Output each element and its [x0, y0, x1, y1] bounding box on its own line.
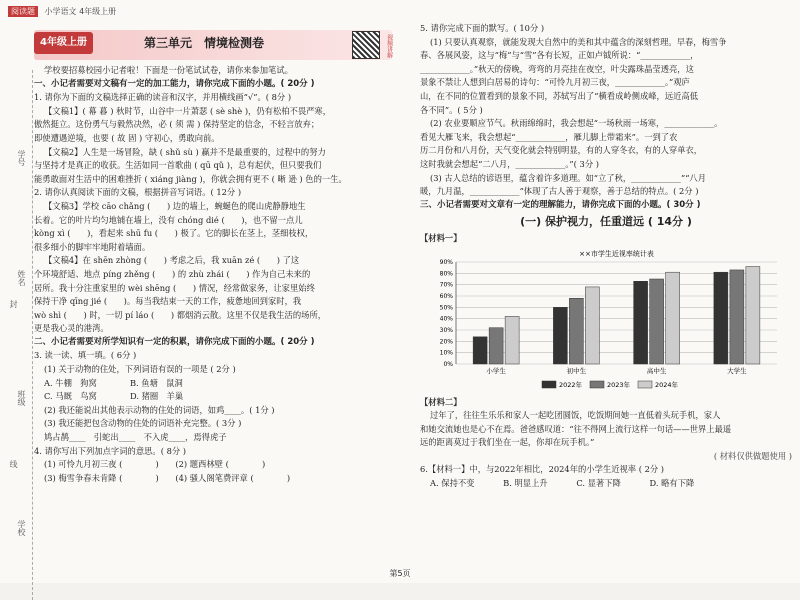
left-line: (3) 我还能把包含动物的住处的词语补充完整。( 3分 ) — [44, 418, 242, 429]
y-tick-label: 90% — [439, 258, 453, 266]
qr-code-icon[interactable] — [352, 31, 380, 59]
q6-options — [420, 477, 792, 491]
page-header — [8, 6, 116, 17]
y-tick-label: 70% — [439, 281, 453, 289]
title-banner — [34, 30, 392, 60]
left-line: 二、小记者需要对所学知识有一定的积累，请你完成下面的小题。( 20分 ) — [34, 336, 315, 347]
left-line: wò shì ( ) 时，一切 pí láo ( ) 都烟消云散。这里不仅是我生活的场所， — [34, 309, 327, 320]
bar-2022年 — [553, 307, 567, 364]
right-line: 春、各展风姿，这与“梅”与“雪”各有长短，正如卢钺所说：“____________， — [420, 50, 699, 61]
q6-option-d[interactable]: D. 略有下降 — [649, 478, 695, 489]
y-tick-label: 50% — [439, 303, 453, 311]
bar-2023年 — [489, 327, 503, 363]
left-line: 【文稿4】在 shēn zhòng ( ) 考虑之后，我 xuān zé ( ) 了这 — [44, 255, 300, 266]
right-line: (2) 农业要顺应节气。秋雨绵绵时，我会想起“一场秋雨一场寒，____________。 — [430, 118, 723, 129]
legend-swatch — [542, 381, 556, 388]
left-line: 1. 请你为下面的文稿选择正确的读音和汉字，并用横线画“√”。( 8分 ) — [34, 92, 292, 103]
bar-2024年 — [746, 266, 760, 363]
category-label: 大学生 — [727, 366, 747, 375]
bar-2023年 — [569, 298, 583, 364]
left-line: (2) 我还能说出其他表示动物的住处的词语，如鸡____。( 1分 ) — [44, 404, 275, 415]
qr-note: 视频讲解 — [385, 34, 393, 58]
category-label: 高中生 — [646, 366, 667, 375]
page-number: 第5页 — [389, 569, 411, 578]
bar-2023年 — [650, 279, 664, 364]
left-line: (3) 梅雪争春未肯降 ( ) (4) 骚人阁笔费评章 ( ) — [44, 472, 291, 483]
bar-2024年 — [666, 272, 680, 364]
left-column — [34, 22, 392, 567]
left-line: 【文稿3】学校 cāo chǎng ( ) 边的墙上，蜿蜒色的爬山虎静静地生 — [44, 200, 306, 211]
q6-option-a[interactable]: A. 保持不变 — [430, 478, 475, 489]
material-two-line: 过年了，往往生乐乐和家人一起吃团圆饭，吃饭期间她一直低着头玩手机，家人 — [430, 410, 721, 421]
left-line: 2. 请你认真阅读下面的文稿，根据拼音写词语。( 12分 ) — [34, 187, 242, 198]
material-two-text — [420, 409, 792, 450]
legend-label: 2024年 — [655, 380, 679, 389]
right-line: ____________。”秋天的傍晚，弯弯的月亮挂在夜空，叶尖露珠晶莹透亮，这 — [420, 63, 694, 74]
unit-title: 第三单元 情境检测卷 — [144, 36, 265, 50]
school-label: 学校 — [17, 520, 26, 536]
material-two-line: 和她交流她也是心不在焉。爸爸感叹道：“往不得网上流行这样一句话——世界上最遥 — [420, 423, 732, 434]
right-line: 这时我就会想起“二八月，____________。”( 3分 ) — [420, 158, 600, 169]
right-line: 三、小记者需要对文章有一定的理解能力，请你完成下面的小题。( 30分 ) — [420, 199, 701, 210]
bar-2022年 — [473, 336, 487, 363]
category-label: 小学生 — [486, 366, 506, 375]
q6-option-b[interactable]: B. 明显上升 — [503, 478, 548, 489]
left-line: 与坚持才是真正的收获。生活如同一首歌曲 ( qū qǔ )，总有起伏，但只要我们 — [34, 160, 322, 171]
chart-svg — [422, 246, 787, 396]
subsection-title: (一) 保护视力，任重道远 ( 14分 ) — [520, 215, 692, 229]
chart-title: ××市学生近视率统计表 — [579, 249, 654, 258]
right-text-block — [420, 22, 792, 212]
bar-2024年 — [585, 286, 599, 363]
right-line: (3) 古人总结的谚语里，蕴含着许多道理。如“立了秋，____________”“八月 — [430, 172, 707, 183]
left-line: 【文稿2】人生是一场冒险，缺 ( shǔ sù ) 赢并不是最重要的，过程中的努力 — [44, 146, 326, 157]
left-text-block — [34, 64, 392, 485]
left-line: 傲然挺立。这份勇气与毅然决然，必 ( 须 需 ) 保持坚定的信念，不轻言放弃； — [34, 119, 320, 130]
material-note: ( 材料仅供做题使用 ) — [713, 450, 792, 461]
bar-2023年 — [730, 269, 744, 363]
left-line: 鸠占鹊____ 引蛇出____ 不入虎____，焉得虎子 — [44, 432, 227, 443]
y-tick-label: 60% — [439, 292, 453, 300]
left-line: 学校要招募校园小记者啦！下面是一份笔试试卷，请你来参加笔试。 — [44, 65, 293, 75]
y-tick-label: 0% — [443, 360, 453, 368]
grade-badge: 4年级上册 — [34, 32, 93, 54]
bar-2022年 — [634, 281, 648, 364]
y-tick-label: 20% — [439, 337, 453, 345]
left-line: 【文稿1】( 幕 暮 ) 秋时节，山谷中一片萧瑟 ( sè shè )，仍有松柏不畏严寒， — [44, 105, 332, 116]
class-label: 班级 — [17, 390, 26, 406]
right-line: 景象不禁让人想到白居易的诗句：“可怜九月初三夜，____________。”观庐 — [420, 77, 690, 88]
line-mark: 线 — [9, 460, 18, 468]
seal-mark: 封 — [9, 300, 18, 308]
material-two-line: 远的距离莫过于我们坐在一起，你却在玩手机。” — [420, 437, 595, 448]
right-line: (1) 只要认真观察，就能发现大自然中的美和其中蕴含的深刻哲理。早春，梅雪争 — [430, 36, 727, 47]
right-line: 山，在不同的位置看到的景象不同，苏轼写出了“横看成岭侧成峰，远近高低 — [420, 90, 699, 101]
bar-2022年 — [714, 272, 728, 364]
legend-label: 2022年 — [559, 380, 583, 389]
left-line: 一、小记者需要对文稿有一定的加工能力，请你完成下面的小题。( 20分 ) — [34, 78, 315, 89]
left-line: (1) 关于动物的住处，下列词语有误的一项是 ( 2分 ) — [44, 364, 236, 375]
left-line: 即使遭遇逆境，也要 ( 故 固 ) 守初心，勇敢向前。 — [34, 132, 220, 143]
series-tag: 阅读题 — [8, 6, 38, 17]
left-line: 保持干净 qīng jié ( )。每当我结束一天的工作，疲惫地回到家时，我 — [34, 296, 302, 307]
left-line: kòng xì ( )，看起来 shū fu ( ) 极了。它的脚长在茎上，茎细枝权， — [34, 228, 314, 239]
name-label: 姓名 — [17, 270, 26, 286]
left-line: C. 马厩 鸟窝 D. 猪圈 羊巢 — [44, 391, 184, 402]
y-tick-label: 30% — [439, 326, 453, 334]
student-id-label: 学号 — [17, 150, 26, 166]
right-column — [420, 22, 792, 567]
right-line: 暖，九月温，____________”体现了古人善于观察，善于总结的特点。( 2分 ) — [420, 186, 699, 197]
question-6: 6.【材料一】中，与2022年相比，2024年的小学生近视率 ( 2分 ) — [420, 464, 665, 475]
right-line: 各不同”。( 5分 ) — [420, 104, 483, 115]
myopia-chart — [422, 246, 787, 396]
y-tick-label: 80% — [439, 269, 453, 277]
left-line: 长着。它的叶片均匀地铺在墙上，没有 chóng dié ( )，也不留一点儿 — [34, 214, 303, 225]
material-two-label: 【材料二】 — [420, 396, 462, 407]
material-one-label: 【材料一】 — [420, 232, 462, 243]
legend-label: 2023年 — [607, 380, 631, 389]
left-line: 居所。我十分注重家里的 wèi shēng ( ) 情况，经常做家务，让家里始终 — [34, 282, 315, 293]
left-line: 能勇敢面对生活中的困难挫折 ( xiáng jiàng )，你就会拥有更不 ( 晰 逊 ) 色的一生。 — [34, 173, 347, 184]
right-line: 看见大雁飞来，我会想起“____________，雁儿脚上带霜来”。一到了农 — [420, 131, 678, 142]
q6-option-c[interactable]: C. 显著下降 — [576, 478, 621, 489]
binding-margin — [6, 30, 34, 570]
bar-2024年 — [505, 316, 519, 364]
left-line: (1) 可怜九月初三夜 ( ) (2) 题西林壁 ( ) — [44, 459, 266, 470]
left-line: A. 牛棚 狗窝 B. 鱼塘 鼠洞 — [44, 377, 183, 388]
left-line: 3. 读一读、填一填。( 6分 ) — [34, 350, 137, 361]
subject-label: 小学语文 4年级上册 — [44, 7, 117, 16]
left-line: 很多细小的脚牢牢地附着墙面。 — [34, 241, 151, 252]
y-tick-label: 40% — [439, 315, 453, 323]
left-line: 更是我心灵的港湾。 — [34, 323, 109, 334]
legend-swatch — [638, 381, 652, 388]
category-label: 初中生 — [566, 366, 587, 375]
cut-line — [32, 70, 33, 600]
legend-swatch — [590, 381, 604, 388]
left-line: 4. 请你写出下列加点字词的意思。( 8分 ) — [34, 445, 187, 456]
y-tick-label: 10% — [439, 349, 453, 357]
left-line: 个环境舒适、地点 píng zhěng ( ) 的 zhù zhái ( ) 作为自己未来的 — [34, 268, 311, 279]
right-line: 历二月份和八月份，天气变化就会特别明显，有的人穿冬衣，有的人穿单衣， — [420, 145, 703, 156]
right-line: 5. 请你完成下面的默写。( 10分 ) — [420, 23, 545, 33]
